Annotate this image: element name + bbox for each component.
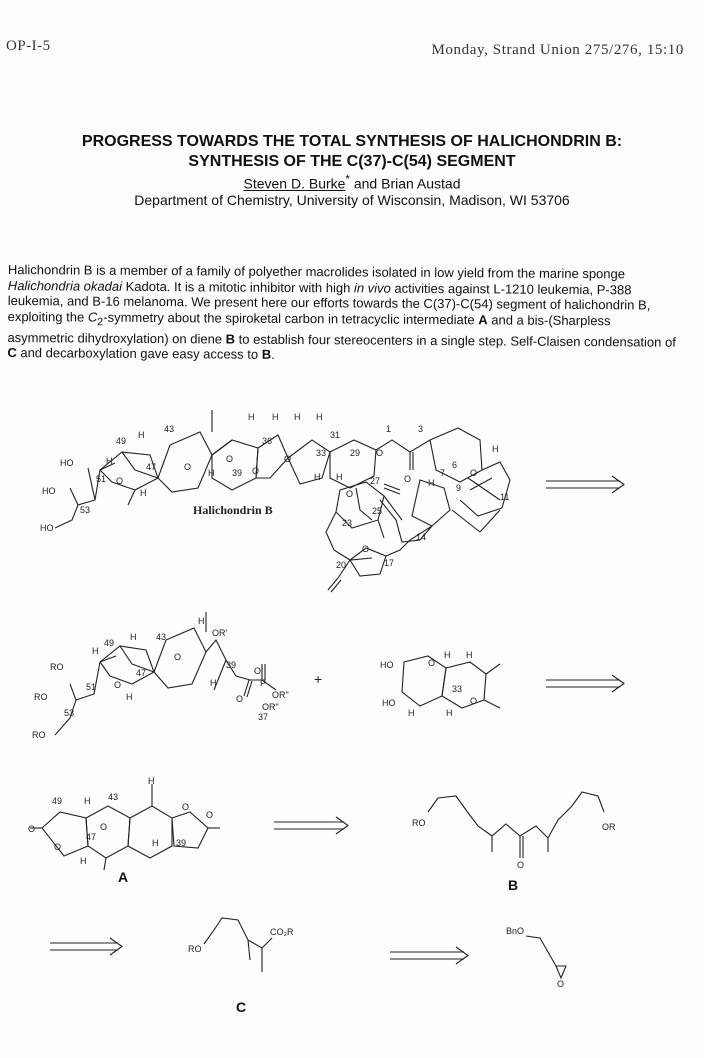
svg-text:3: 3 — [418, 424, 424, 434]
svg-text:H: H — [198, 616, 205, 626]
svg-text:7: 7 — [440, 468, 446, 478]
svg-text:H: H — [130, 632, 137, 642]
plus-sign: + — [314, 671, 323, 687]
svg-text:P: P — [260, 678, 267, 688]
svg-text:RO: RO — [188, 944, 202, 954]
svg-text:O: O — [100, 822, 108, 832]
svg-text:OR': OR' — [212, 628, 228, 638]
svg-text:HO: HO — [382, 698, 396, 708]
retro-arrow-2 — [546, 675, 624, 692]
svg-text:O: O — [206, 810, 214, 820]
svg-text:43: 43 — [108, 792, 119, 802]
svg-text:H: H — [126, 692, 133, 702]
svg-text:H: H — [444, 650, 451, 660]
svg-text:1: 1 — [386, 424, 392, 434]
abstract: Halichondrin B is a member of a family of polyether macrolides isolated in low yield from the marine sponge Halichondria okadai Kadota. It is a mitotic inhibitor with high in vivo activities against L-1210 leukemia, P-388 leukemia, and B-16 melanoma. We present here our efforts towards the C(37)-C(54) segment of halichondrin B, exploiting the $C_2$-symmetry about the spiroketal carbon in tetracyclic intermediate A and a bis-(Sharpless asymmetric dihydroxylation) on diene B to establish four stereocenters in a single step. Self-Claisen condensation of C and decarboxylation gave easy access to B. — [7, 262, 676, 362]
retrosynthesis-scheme — [0, 395, 704, 1035]
svg-text:H: H — [84, 796, 91, 806]
svg-text:OR: OR — [602, 822, 616, 832]
c27-c35-fragment — [402, 656, 500, 708]
svg-text:43: 43 — [156, 632, 167, 642]
svg-text:39: 39 — [226, 660, 237, 670]
svg-text:H: H — [152, 838, 159, 848]
svg-text:H: H — [148, 776, 155, 786]
svg-text:O: O — [470, 696, 478, 706]
ester-c-structure — [204, 918, 272, 972]
svg-text:H: H — [294, 412, 301, 422]
svg-text:43: 43 — [164, 424, 175, 434]
svg-text:39: 39 — [176, 838, 187, 848]
svg-text:H: H — [248, 412, 255, 422]
label-c: C — [236, 999, 247, 1015]
svg-text:49: 49 — [104, 638, 115, 648]
svg-text:OR": OR" — [272, 690, 289, 700]
retro-arrow-1 — [546, 476, 624, 493]
svg-text:H: H — [314, 472, 321, 482]
svg-text:9: 9 — [456, 483, 462, 493]
svg-text:H: H — [272, 412, 279, 422]
c37-c54-fragment — [55, 612, 276, 735]
svg-text:OR": OR" — [262, 702, 279, 712]
svg-text:20: 20 — [336, 560, 347, 570]
label-b: B — [508, 877, 519, 893]
svg-text:H: H — [210, 678, 217, 688]
svg-text:H: H — [92, 646, 99, 656]
svg-text:H: H — [408, 708, 415, 718]
svg-text:36: 36 — [262, 436, 273, 446]
ester-c-labels — [188, 927, 294, 954]
retro-arrow-3 — [274, 817, 348, 834]
svg-text:O: O — [184, 462, 192, 472]
svg-text:47: 47 — [136, 668, 147, 678]
svg-text:O: O — [404, 474, 412, 484]
title-line-1: PROGRESS TOWARDS THE TOTAL SYNTHESIS OF HALICHONDRIN B: — [81, 133, 623, 150]
halichondrin-b-name: Halichondrin B — [193, 503, 273, 517]
author-2: and Brian Austad — [349, 175, 461, 192]
epoxide-labels — [506, 926, 564, 989]
author-1: Steven D. Burke — [243, 175, 346, 192]
svg-text:O: O — [252, 466, 260, 476]
title-line-2: SYNTHESIS OF THE C(37)-C(54) SEGMENT — [188, 153, 516, 170]
svg-text:31: 31 — [330, 430, 341, 440]
svg-text:O: O — [284, 454, 292, 464]
retro-arrow-5 — [390, 947, 468, 964]
svg-text:H: H — [140, 488, 147, 498]
svg-text:O: O — [174, 652, 182, 662]
svg-text:H: H — [446, 708, 453, 718]
svg-text:49: 49 — [52, 796, 63, 806]
svg-text:25: 25 — [372, 506, 383, 516]
svg-text:53: 53 — [64, 708, 75, 718]
svg-text:33: 33 — [452, 684, 463, 694]
c37-c54-labels — [32, 616, 289, 740]
svg-text:RO: RO — [32, 730, 46, 740]
svg-text:23: 23 — [342, 518, 353, 528]
svg-text:HO: HO — [40, 523, 54, 533]
paper-title — [20, 132, 684, 172]
svg-text:H: H — [466, 650, 473, 660]
svg-text:39: 39 — [232, 468, 243, 478]
compound-labels — [118, 869, 518, 1015]
svg-text:H: H — [428, 478, 435, 488]
svg-text:11: 11 — [500, 492, 510, 502]
svg-text:51: 51 — [86, 682, 97, 692]
svg-text:47: 47 — [146, 462, 157, 472]
svg-text:6: 6 — [452, 460, 458, 470]
svg-text:O: O — [28, 824, 36, 834]
svg-text:HO: HO — [380, 660, 394, 670]
svg-text:O: O — [254, 666, 262, 676]
affiliation: Department of Chemistry, University of Wisconsin, Madison, WI 53706 — [134, 192, 570, 208]
svg-text:HO: HO — [42, 486, 56, 496]
svg-text:H: H — [138, 430, 145, 440]
svg-text:14: 14 — [416, 532, 427, 542]
corresponding-mark: * — [345, 173, 350, 186]
svg-text:27: 27 — [370, 476, 381, 486]
svg-text:51: 51 — [96, 474, 107, 484]
svg-text:O: O — [517, 860, 525, 870]
svg-text:H: H — [80, 856, 87, 866]
svg-text:O: O — [114, 680, 122, 690]
svg-text:O: O — [236, 694, 244, 704]
svg-text:BnO: BnO — [506, 926, 525, 936]
svg-text:RO: RO — [34, 692, 48, 702]
svg-text:17: 17 — [384, 558, 395, 568]
species-name: Halichondria okadai — [7, 277, 123, 294]
epoxide-structure — [526, 936, 566, 978]
svg-text:O: O — [470, 468, 478, 478]
retro-arrow-4 — [50, 938, 122, 955]
svg-text:49: 49 — [116, 436, 127, 446]
svg-text:H: H — [316, 412, 323, 422]
svg-text:47: 47 — [86, 832, 97, 842]
svg-text:H: H — [106, 456, 113, 466]
svg-text:O: O — [376, 448, 384, 458]
svg-text:H: H — [336, 472, 343, 482]
session-location-time: Monday, Strand Union 275/276, 15:10 — [431, 42, 684, 58]
authors — [20, 173, 684, 192]
svg-text:HO: HO — [60, 458, 74, 468]
svg-text:O: O — [54, 842, 62, 852]
svg-text:O: O — [557, 979, 565, 989]
diene-b-labels — [412, 818, 616, 870]
svg-text:O: O — [226, 454, 234, 464]
svg-text:29: 29 — [350, 448, 361, 458]
svg-text:O: O — [116, 476, 124, 486]
label-a: A — [118, 869, 129, 885]
diene-b-structure — [428, 792, 604, 858]
svg-text:O: O — [346, 489, 354, 499]
svg-text:37: 37 — [258, 712, 269, 722]
svg-text:O: O — [428, 658, 436, 668]
intermediate-a-labels — [28, 776, 213, 866]
session-code: OP-I-5 — [6, 38, 51, 54]
svg-text:O: O — [362, 544, 370, 554]
svg-text:RO: RO — [412, 818, 426, 828]
svg-text:H: H — [492, 444, 499, 454]
svg-text:33: 33 — [316, 448, 327, 458]
svg-text:H: H — [208, 468, 215, 478]
svg-text:53: 53 — [80, 505, 91, 515]
svg-text:O: O — [182, 802, 190, 812]
svg-text:RO: RO — [50, 662, 64, 672]
svg-text:CO₂R: CO₂R — [270, 927, 294, 937]
